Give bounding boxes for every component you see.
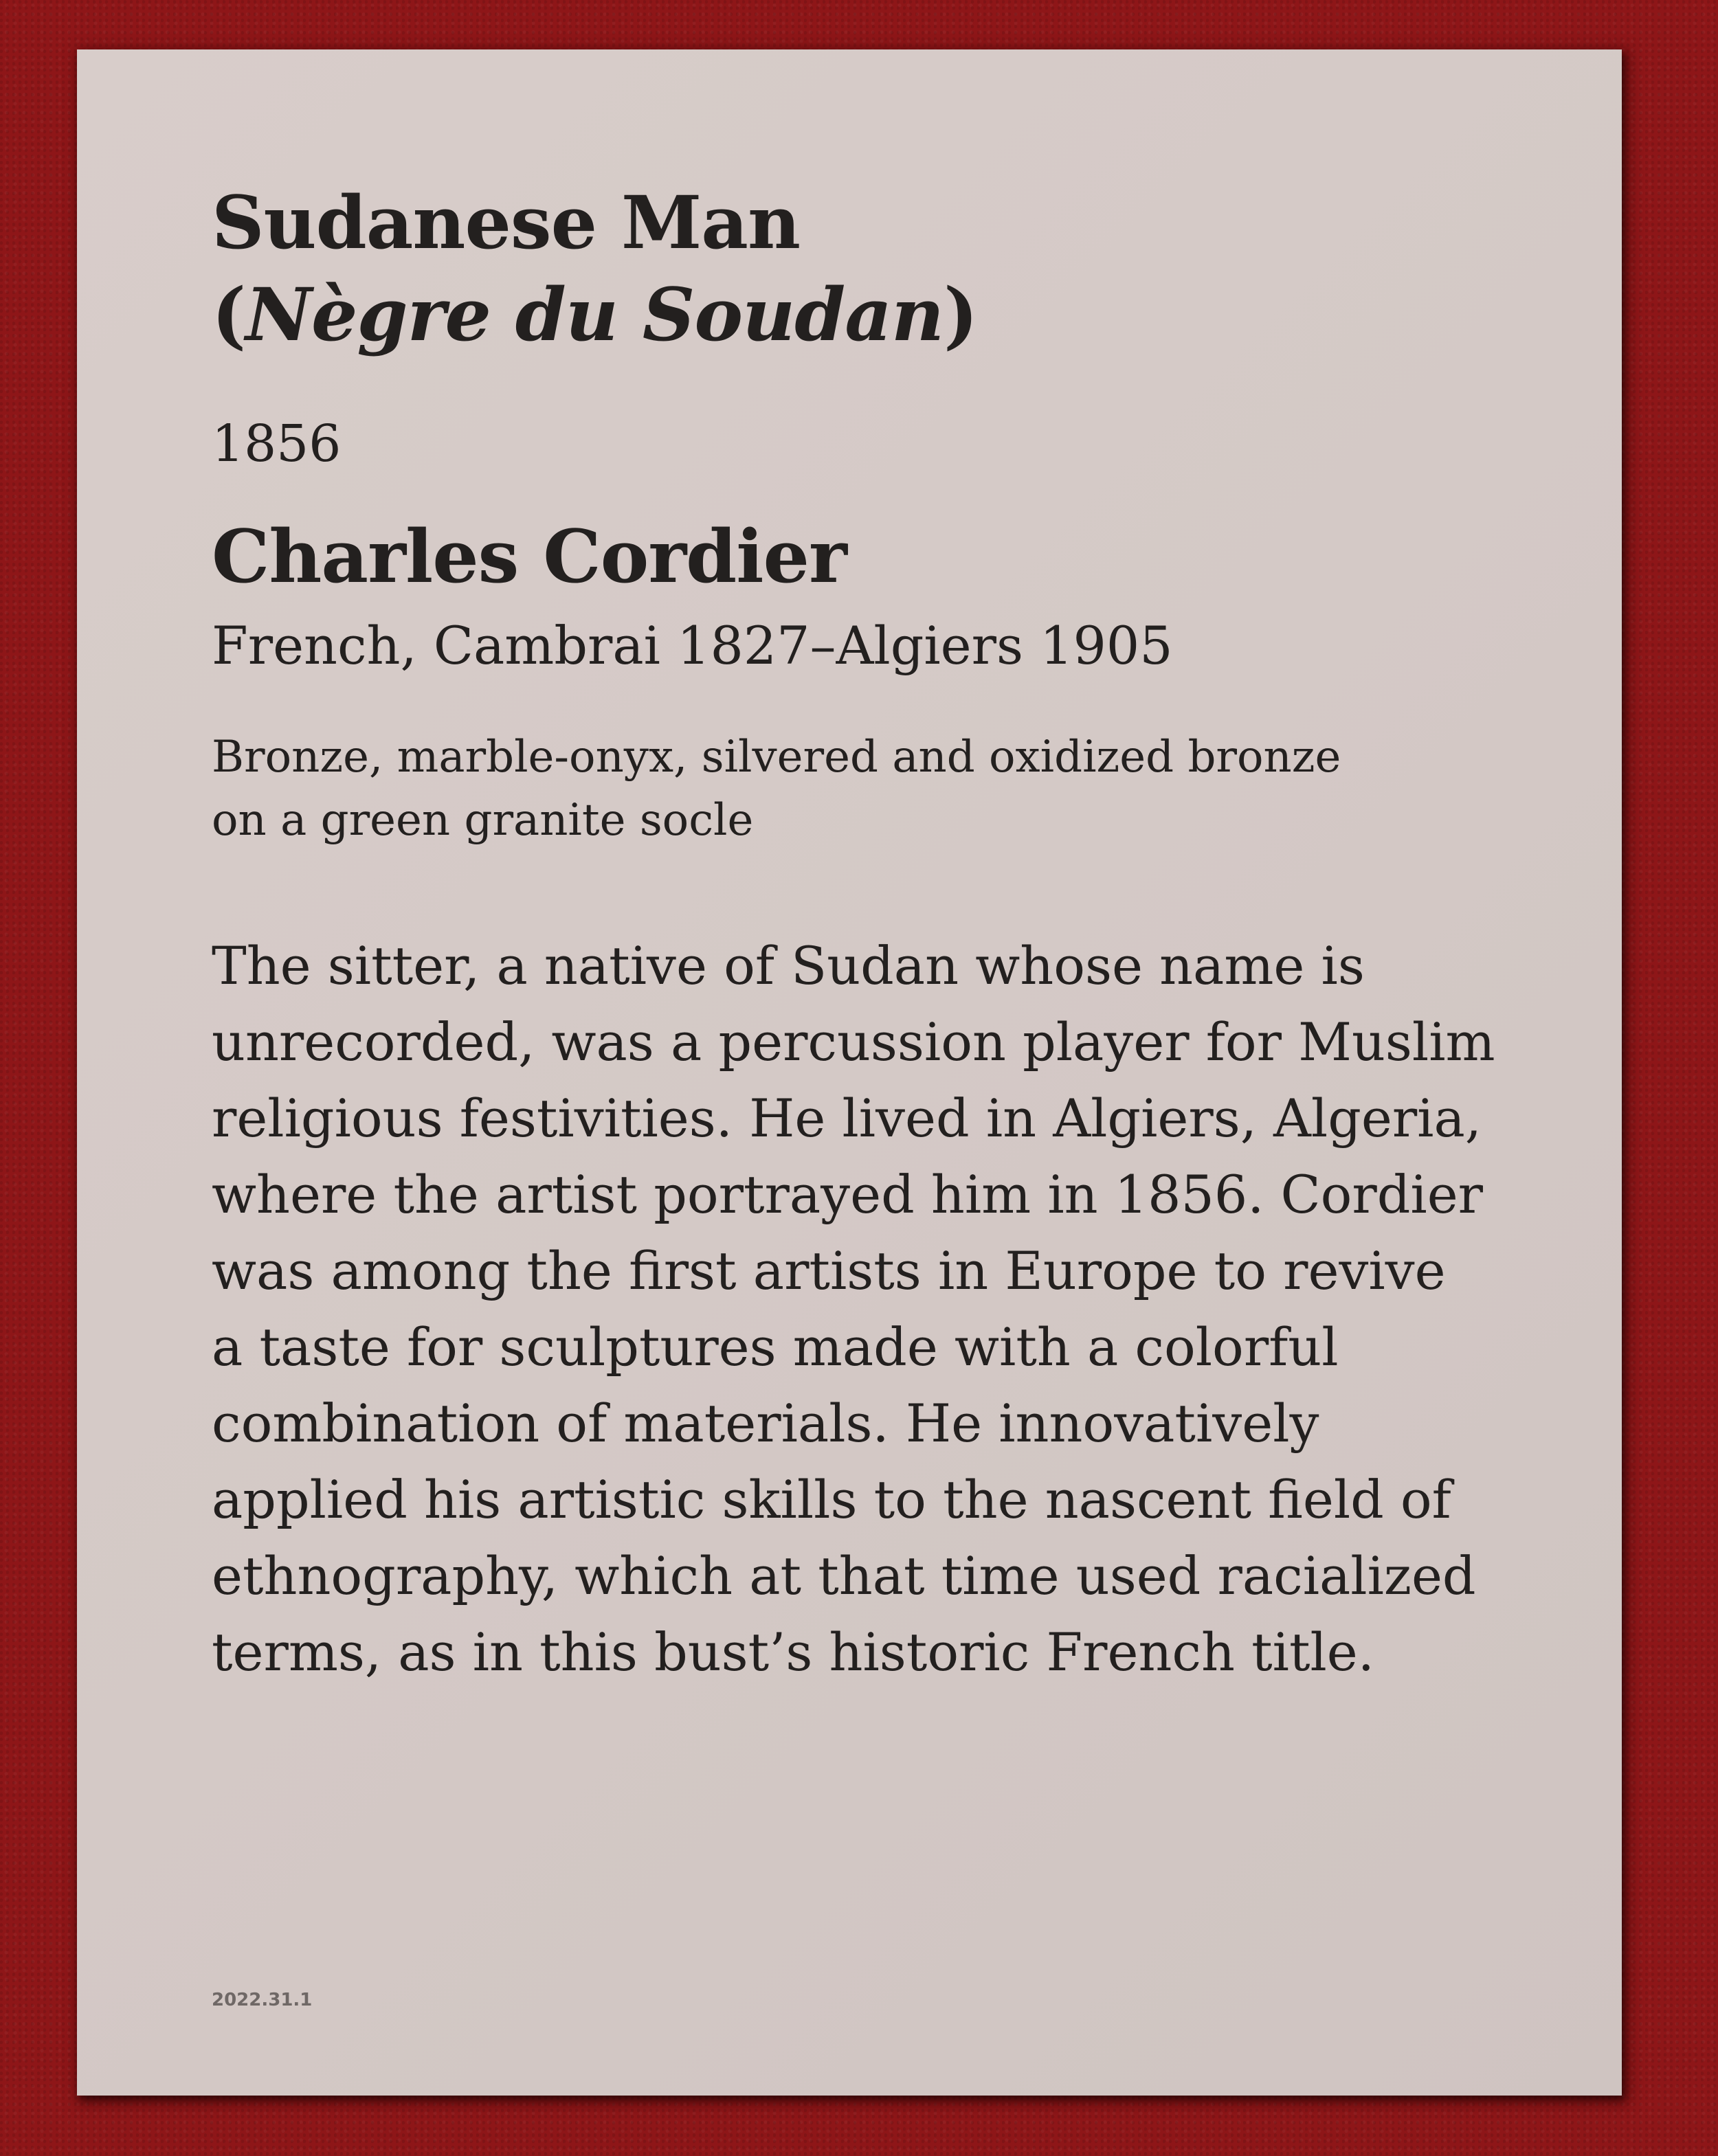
description-line: where the artist portrayed him in 1856. Cordier (212, 1164, 1484, 1225)
description-line: ethnography, which at that time used racialized (212, 1545, 1476, 1606)
description-line: religious festivities. He lived in Algiers, Algeria, (212, 1088, 1482, 1149)
artist-nationality-dates: French, Cambrai 1827–Algiers 1905 (212, 615, 1173, 676)
description-line: was among the first artists in Europe to revive (212, 1240, 1446, 1301)
description-line: combination of materials. He innovatively (212, 1393, 1319, 1454)
paren-open: ( (212, 271, 246, 357)
artwork-date: 1856 (212, 414, 342, 473)
artwork-title: Sudanese Man (212, 179, 801, 265)
description-line: The sitter, a native of Sudan whose name is (212, 935, 1365, 996)
description-line: applied his artistic skills to the nascent field of (212, 1469, 1451, 1530)
description-line: terms, as in this bust’s historic French title. (212, 1621, 1374, 1683)
museum-wall-label (77, 49, 1622, 2096)
medium-line: Bronze, marble-onyx, silvered and oxidized bronze (212, 732, 1341, 783)
description-line: unrecorded, was a percussion player for Muslim (212, 1011, 1495, 1073)
artwork-original-title (212, 271, 977, 359)
paren-close: ) (944, 271, 978, 357)
description-line: a taste for sculptures made with a colorful (212, 1316, 1339, 1378)
medium-line: on a green granite socle (212, 795, 754, 846)
artwork-medium (212, 726, 1517, 852)
original-title-text: Nègre du Soudan (245, 271, 944, 357)
artist-name: Charles Cordier (212, 513, 847, 599)
accession-number: 2022.31.1 (212, 1990, 313, 2010)
artwork-description (212, 928, 1531, 1690)
